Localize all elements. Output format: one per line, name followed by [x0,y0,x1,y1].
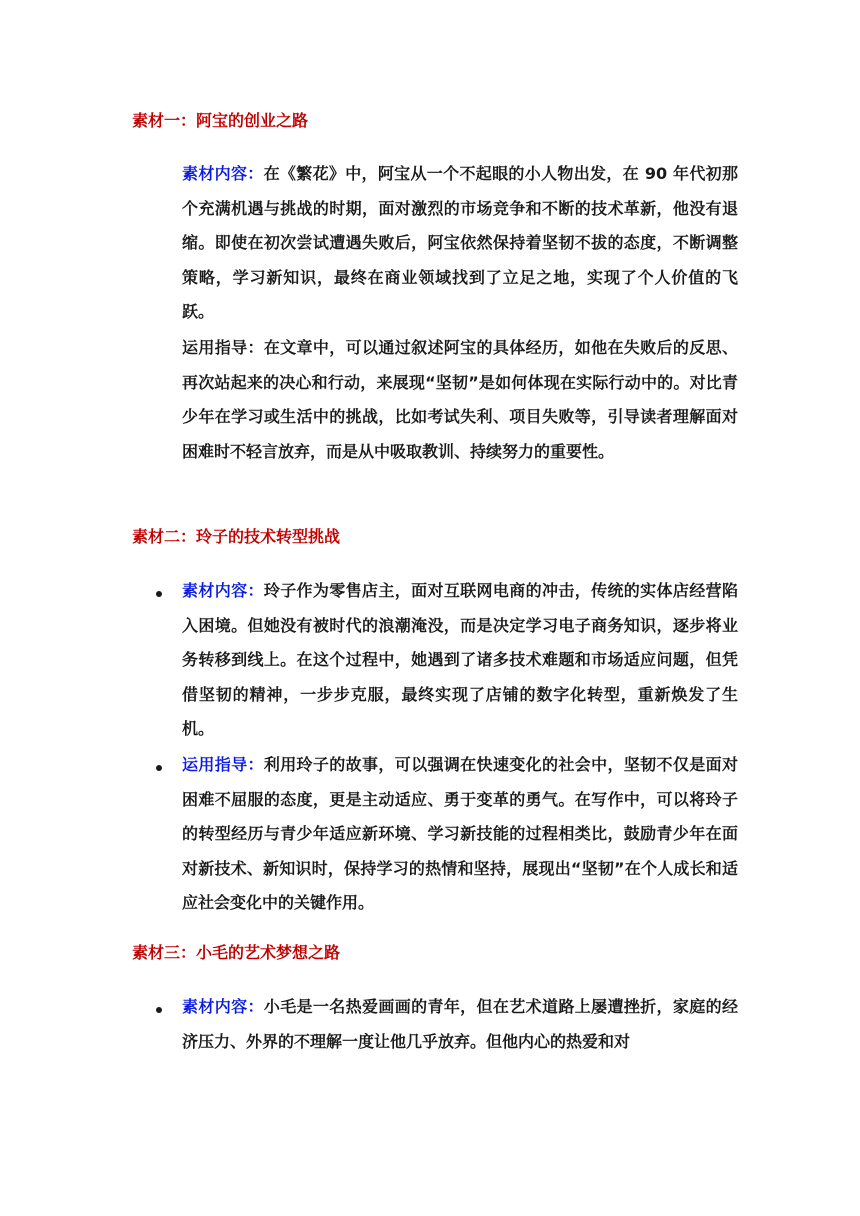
section-1-guide-text: 运用指导：在文章中，可以通过叙述阿宝的具体经历，如他在失败后的反思、再次站起来的决心和行动，来展现“坚韧”是如何体现在实际行动中的。对比青少年在学习或生活中的挑战，比如考试失利、项目失败等，引导读者理解面对困难时不轻言放弃，而是从中吸取教训、持续努力的重要性。 [182,338,738,461]
section-2-guide-text: 利用玲子的故事，可以强调在快速变化的社会中，坚韧不仅是面对困难不屈服的态度，更是主动适应、勇于变革的勇气。在写作中，可以将玲子的转型经历与青少年适应新环境、学习新技能的过程相类比，鼓励青少年在面对新技术、新知识时，保持学习的热情和坚持，展现出“坚韧”在个人成长和适应社会变化中的关键作用。 [182,755,738,912]
section-2-content-text: 玲子作为零售店主，面对互联网电商的冲击，传统的实体店经营陷入困境。但她没有被时代的浪潮淹没，而是决定学习电子商务知识，逐步将业务转移到线上。在这个过程中，她遇到了诸多技术难题和市场适应问题，但凭借坚韧的精神，一步步克服，最终实现了店铺的数字化转型，重新焕发了生机。 [182,581,738,738]
section-2-content-label: 素材内容： [182,581,264,600]
section-1-content-text: 在《繁花》中，阿宝从一个不起眼的小人物出发，在 90 年代初那个充满机遇与挑战的时期，面对激烈的市场竞争和不断的技术革新，他没有退缩。即使在初次尝试遭遇失败后，阿宝依然保持着坚韧不拔的态度，不断调整策略，学习新知识，最终在商业领域找到了立足之地，实现了个人价值的飞跃。 [182,164,738,321]
bullet-icon [156,765,162,771]
section-2-guide-label: 运用指导： [182,755,264,774]
section-1-content [182,157,738,330]
section-1-heading: 素材一：阿宝的创业之路 [132,111,309,130]
section-3-content-label: 素材内容： [182,997,264,1016]
section-3-content-text: 小毛是一名热爱画画的青年，但在艺术道路上屡遭挫折，家庭的经济压力、外界的不理解一度让他几乎放弃。但他内心的热爱和对 [182,997,738,1051]
section-1-content-label: 素材内容： [182,164,264,183]
bullet-icon [156,591,162,597]
section-2-heading: 素材二：玲子的技术转型挑战 [132,527,341,546]
section-2-guide [182,748,738,921]
section-3-content [182,990,738,1059]
section-1-guide [182,331,738,469]
section-3-heading: 素材三：小毛的艺术梦想之路 [132,943,341,962]
bullet-icon [156,1007,162,1013]
section-2-content [182,574,738,747]
